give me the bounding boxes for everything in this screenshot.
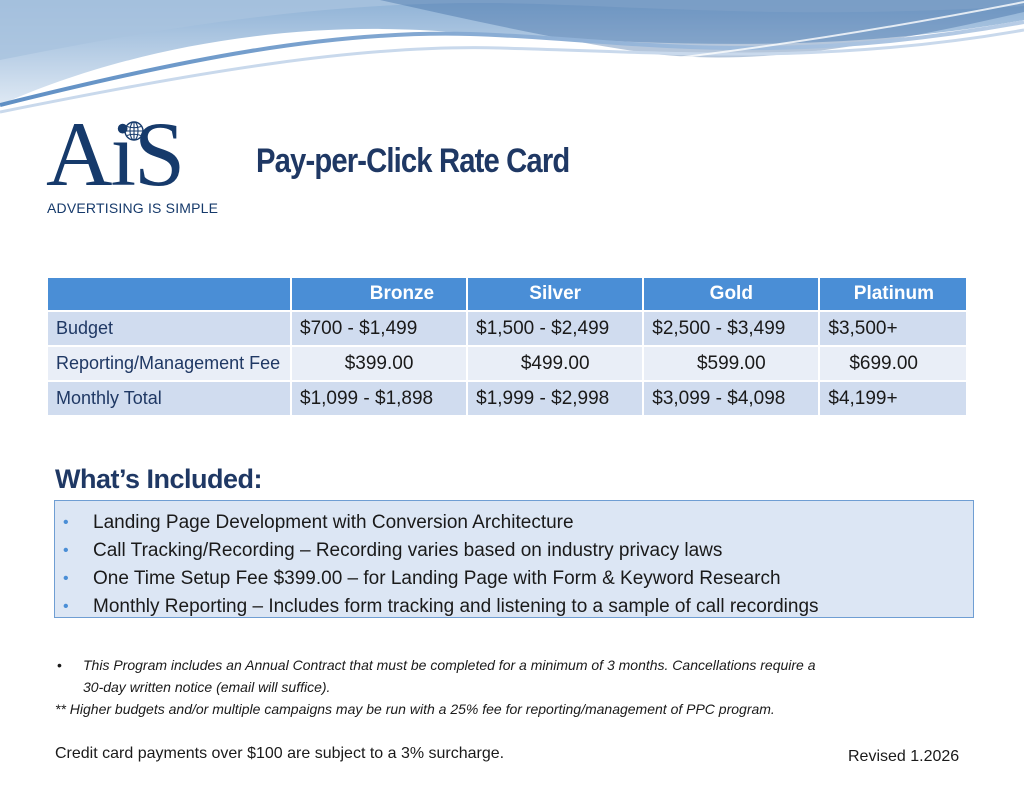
fine-print-notes <box>55 654 995 720</box>
bullet-icon: • <box>63 598 69 615</box>
contract-note <box>55 654 995 698</box>
table-cell: $699.00 <box>820 347 966 380</box>
table-cell: $4,199+ <box>820 382 966 415</box>
globe-icon <box>123 120 145 142</box>
row-label: Monthly Total <box>48 382 290 415</box>
contract-note-line1: This Program includes an Annual Contract that must be completed for a minimum of 3 months. Cancellations require a <box>83 657 816 673</box>
logo-tagline: ADVERTISING IS SIMPLE <box>47 200 219 216</box>
page-title: Pay-per-Click Rate Card <box>256 142 570 180</box>
table-cell: $2,500 - $3,499 <box>644 312 818 345</box>
header-silver: Silver <box>468 278 642 310</box>
table-cell: $599.00 <box>644 347 818 380</box>
table-cell: $700 - $1,499 <box>292 312 466 345</box>
list-item <box>55 565 973 593</box>
included-list-box <box>54 500 974 618</box>
table-cell: $3,099 - $4,098 <box>644 382 818 415</box>
rate-card-table <box>46 276 968 417</box>
table-cell: $499.00 <box>468 347 642 380</box>
list-item-text: Monthly Reporting – Includes form tracking and listening to a sample of call recordings <box>93 596 819 617</box>
table-header-row <box>48 278 966 310</box>
list-item-text: Landing Page Development with Conversion Architecture <box>93 512 574 533</box>
list-item <box>55 593 973 621</box>
bullet-icon: • <box>63 570 69 587</box>
surcharge-note: Credit card payments over $100 are subject to a 3% surcharge. <box>55 745 505 762</box>
list-item-text: Call Tracking/Recording – Recording varies based on industry privacy laws <box>93 540 723 561</box>
table-cell: $399.00 <box>292 347 466 380</box>
header-gold: Gold <box>644 278 818 310</box>
list-item-text: One Time Setup Fee $399.00 – for Landing Page with Form & Keyword Research <box>93 568 781 589</box>
bullet-icon: • <box>63 542 69 559</box>
bullet-icon: • <box>63 514 69 531</box>
ais-logo <box>46 103 226 217</box>
header-bronze: Bronze <box>292 278 466 310</box>
header-corner-cell <box>48 278 290 310</box>
contract-note-line2: 30-day written notice (email will suffice). <box>83 679 331 695</box>
list-item <box>55 509 973 537</box>
table-cell: $3,500+ <box>820 312 966 345</box>
table-row-monthly-total <box>48 382 966 415</box>
table-row-budget <box>48 312 966 345</box>
table-row-fee <box>48 347 966 380</box>
included-heading: What’s Included: <box>55 464 262 494</box>
logo-wordmark: AiS <box>46 103 184 205</box>
table-cell: $1,099 - $1,898 <box>292 382 466 415</box>
list-item <box>55 537 973 565</box>
header-platinum: Platinum <box>820 278 966 310</box>
bullet-icon: • <box>57 657 62 673</box>
higher-budgets-note: ** Higher budgets and/or multiple campaigns may be run with a 25% fee for reporting/management of PPC program. <box>55 701 775 717</box>
table-cell: $1,500 - $2,499 <box>468 312 642 345</box>
revision-label: Revised 1.2026 <box>848 748 960 765</box>
table-cell: $1,999 - $2,998 <box>468 382 642 415</box>
row-label: Reporting/Management Fee <box>48 347 290 380</box>
row-label: Budget <box>48 312 290 345</box>
